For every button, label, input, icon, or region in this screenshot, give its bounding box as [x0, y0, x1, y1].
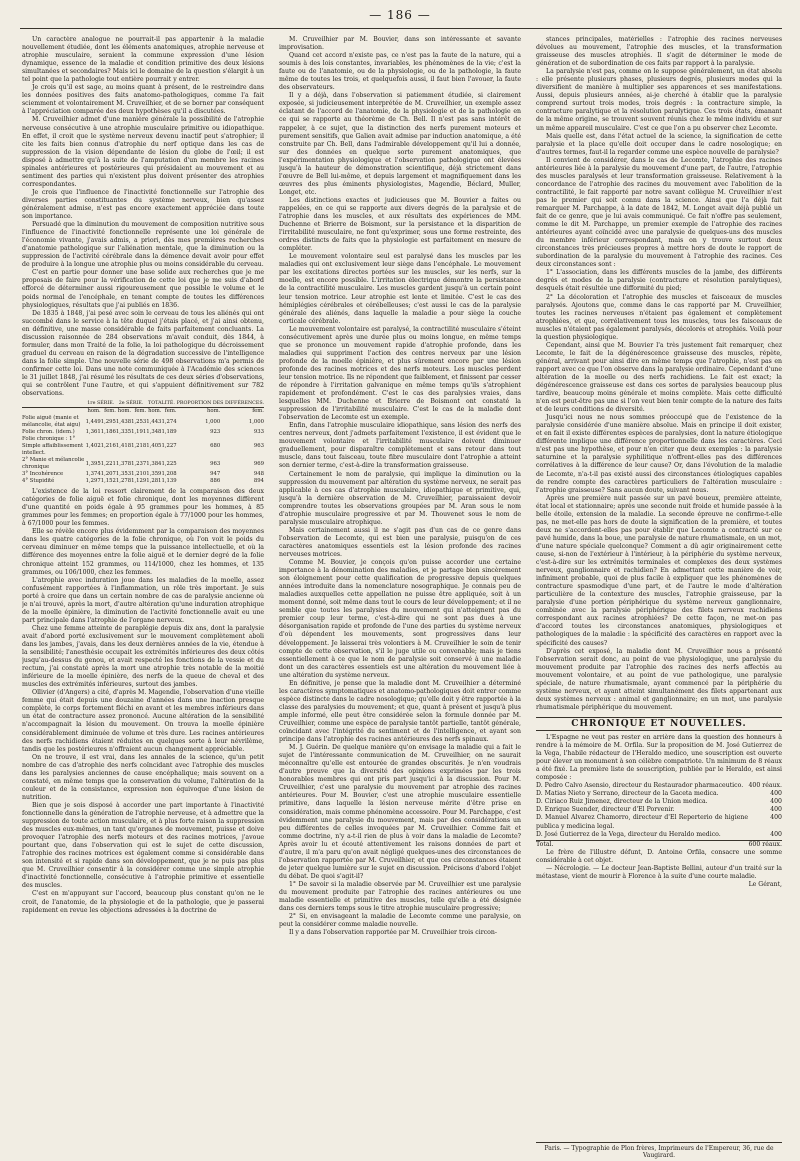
subscriber-amount: 400: [770, 790, 782, 798]
table-cell: 923: [210, 429, 221, 436]
table-cell: 1,218: [131, 443, 147, 450]
paragraph: Je crois qu'il est sage, au moins quant à présent, de le restreindre dans les données positives des faits anatomo-pathologiques, comme l'a fait sciemment et volontairement M. Cruveilhier, et de se borner par conséquent à l'appréciation comparée des deux hypothèses qu'il a discutées.: [22, 84, 264, 116]
table-row: [22, 415, 264, 429]
paragraph: M. Cruveilhier admet d'une manière générale la possibilité de l'atrophie nerveuse consécutive à une atrophie musculaire primitive ou idiopathique. En effet, il croit que le système nerveux devenu inactif peut s'atrophier; il cite les faits bien connus d'atrophie du nerf optique dans les cas de suppression de la vision dépendante de lésion du globe de l'œil; il est disposé à admettre qu'à la suite de l'amputation d'un membre les racines spinales antérieures et postérieures qui présidaient au mouvement et au sentiment des parties qui n'existent plus doivent présenter des atrophies correspondantes.: [22, 116, 264, 188]
table-group-header: 2e SÉRIE.: [116, 400, 146, 408]
paragraph: En définitive, je pense que la maladie dont M. Cruveilhier a déterminé les caractères symptomatiques et anatomo-pathologiques doit entrer comme espèce distincte dans le cadre nosologique; qu'elle doit y être rapportée à la classe des paralysies du mouvement; et que, quant à présent et jusqu'à plus ample informé, elle peut être considérée selon la formule donnée par M. Cruveilhier, comme une espèce de paralysie tantôt partielle, tantôt générale, coïncidant avec l'intégrité du sentiment et de l'intelligence, et ayant son principe dans l'atrophie des racines antérieures des nerfs spinaux.: [279, 679, 521, 744]
table-cell: 680: [210, 443, 221, 450]
paragraph: Enfin, dans l'atrophie musculaire idiopathique, sans lésion des nerfs des centres nerveux, dont j'admets parfaitement l'existence, il est évident que le mouvement volontaire et l'irritabilité musculaire doivent diminuer graduellement, pour disparaître complètement et sans retour dans tout muscle, dans tout faisceau, toute fibre musculaire dont l'atrophie a atteint son dernier terme, c'est-à-dire la transformation graisseuse.: [279, 422, 521, 470]
table-cell: 1,374: [85, 471, 101, 478]
table-cell: 969: [253, 460, 264, 467]
subscriber-row: [536, 814, 782, 830]
paragraph: Elle se révèle encore plus évidemment par la comparaison des moyennes dans les quatre catégories de la folie chronique, où l'on voit le poids du cerveau diminuer en même temps que la puissance intellectuelle, et où la différence des moyennes entre la folie aiguë et le dernier degré de la folie chronique atteint 152 grammes, ou 114/1000, chez les hommes, et 135 grammes, ou 106/1000, chez les femmes.: [22, 528, 264, 576]
table-cell: 1,152: [100, 478, 116, 485]
table-group-header: TOTALITÉ.: [148, 401, 175, 407]
table-unit: hom.: [206, 408, 221, 415]
subscriber-name: D. Enrique Suender, directeur d'El Porvenir.: [536, 806, 675, 814]
table-cell: 1,438: [115, 418, 132, 425]
row-label: Folie chronique : 1° Simple affaiblissement intellect.: [22, 436, 84, 457]
paragraph: Certainement le nom de paralysie, qui implique la diminution ou la suppression du mouvement par altération du système nerveux, ne serait pas applicable à ces cas d'atrophie musculaire, idiopathique et primitive, qui, jusqu'à la dernière observation de M. Cruveilhier, paraissaient devoir comprendre toutes les observations groupées par M. Aran sous le nom d'atrophie musculaire progressive et par M. Thouvenet sous le nom de paralysie musculaire atrophique.: [279, 470, 521, 526]
table-cell: 1,443: [146, 418, 162, 425]
paragraph: L'existence de la loi ressort clairement de la comparaison des deux catégories de folie aiguë et folie chronique, dont les moyennes diffèrent d'une quantité en poids égale à 95 grammes pour les hommes, à 85 grammes pour les femmes; en proportion égale à 77/1000 pour les hommes, à 67/1000 pour les femmes.: [22, 488, 264, 528]
paragraph: Un caractère analogue ne pourrait-il pas appartenir à la maladie nouvellement étudiée, dont les éléments anatomiques, atrophie nerveuse et atrophie musculaire, seraient la commune expression d'une lésion dynamique, essence de la maladie et condition primitive des deux lésions simultanées et secondaires? Mais ici le domaine de la question s'élargit à un tel point que la pathologie tout entière pourrait y entrer.: [22, 36, 264, 84]
paragraph: 2° Si, en envisageant la maladie de Lecomte comme une paralysie, on peut la considérer comme maladie nouvelle.: [279, 913, 521, 929]
subscriber-amount: 400: [770, 830, 782, 838]
table-row: [22, 436, 264, 457]
paragraph: Le mouvement volontaire est paralysé, la contractilité musculaire s'éteint consécutivement après une durée plus ou moins longue, en même temps que se prononce un mouvement rapide d'atrophie profonde, dans les maladies qui suppriment l'action des centres nerveux par une lésion profonde de la moelle épinière, et plus sûrement encore par une lésion profonde des racines motrices et des nerfs moteurs. Les muscles perdent leur tension motrice. Ils ne répondent que faiblement, et finissent par cesser de répondre à l'irritation galvanique en même temps qu'ils s'atrophient rapidement et profondément. C'est le cas des paralysies vraies, dans lesquelles MM. Duchenne et Brierre de Boismont ont constaté la suppression de l'irritabilité musculaire. C'est le cas de la maladie dont l'observation de Lecomte est un exemple.: [279, 325, 521, 422]
row-label: Folie chron. (idem.): [22, 429, 75, 436]
table-cell: 1,253: [131, 418, 147, 425]
table-row: [22, 429, 264, 436]
table-unit: hom.: [87, 408, 101, 415]
table-cell: 1,405: [146, 443, 162, 450]
table-cell: 1,129: [131, 478, 147, 485]
table-row: [22, 457, 264, 471]
table-group-header: 1re SÉRIE.: [87, 401, 115, 407]
table-cell: 886: [210, 478, 221, 485]
table-cell: 947: [210, 471, 221, 478]
brain-weight-table: [22, 400, 264, 485]
paragraph: M. Cruveilhier par M. Bouvier, dans son intéressante et savante improvisation.: [279, 36, 521, 52]
chronicle-note: — Nécrologie. — Le docteur Jean-Baptiste Bellini, auteur d'un traité sur la métastase, vient de mourir à Florence à la suite d'une courte maladie.: [536, 864, 782, 880]
paragraph: Chez une femme atteinte de paraplégie depuis dix ans, dont la paralysie avait d'abord porté exclusivement sur le mouvement complètement aboli dans les jambes, j'avais, dans les deux dernières années de la vie, étendue à la sensibilité; l'anesthésie occupait les extrémités inférieures des deux côtés jusqu'au-dessus du genou, et avait respecté les fonctions de la vessie et du rectum, j'ai constaté après la mort une atrophie très notable de la moitié inférieure de la moelle épinière, des nerfs de la queue de cheval et des muscles des extrémités inférieures, surtout des jambes.: [22, 624, 264, 689]
table-cell: 1,221: [100, 460, 116, 467]
column-right: [536, 36, 782, 1146]
paragraph: Quand cet accord n'existe pas, ce n'est pas la faute de la nature, qui a soumis à des lois constantes, invariables, les phénomènes de la vie; c'est la faute ou de l'anatomie, ou de la physiologie, ou de la pathologie, la faute même de toutes les trois, et quelquefois aussi, il faut bien l'avouer, la faute des observateurs.: [279, 52, 521, 92]
paragraph: M. J. Guérin. De quelque manière qu'on envisage la maladie qui a fait le sujet de l'intéressante communication de M. Cruveilhier, on ne saurait méconnaître qu'elle est entourée de grandes obscurités. Je n'en voudrais d'autre preuve que la diversité des opinions exprimées par les trois honorables membres qui ont pris part jusqu'ici à la discussion. Pour M. Cruveilhier, c'est une paralysie du mouvement par atrophie des racines antérieures. Pour M. Bouvier, c'est une atrophie musculaire essentielle primitive, dans laquelle la lésion nerveuse mérite d'être prise en considération, mais comme phénomène accessoire. Pour M. Parchappe, c'est évidemment une paralysie du mouvement, mais par des considérations un peu différentes de celles invoquées par M. Cruveilhier. Comme fait et comme doctrine, n'y a-t-il rien de plus à voir dans la maladie de Lecomte? Après avoir lu et écouté attentivement les raisons données de part et d'autre, il m'a paru qu'on avait négligé quelques-unes des circonstances de l'observation rapportée par M. Cruveilhier, et que ces circonstances étaient de jeter quelque lumière sur le sujet en discussion. Précisons d'abord l'objet du débat. De quoi s'agit-il?: [279, 744, 521, 880]
subscription-list: [536, 782, 782, 838]
table-unit: fem.: [164, 408, 177, 415]
paragraph: C'est en partie pour donner une base solide aux recherches que je me proposais de faire pour la vérification de cette loi que je me suis d'abord efforcé de déterminer aussi rigoureusement que possible le volume et le poids normal de l'encéphale, en tenant compte de toutes les différences physiologiques, résultats que j'ai publiés en 1836.: [22, 269, 264, 309]
paragraph: Mais certainement aussi il ne s'agit pas d'un cas de ce genre dans l'observation de Lecomte, qui est bien une paralysie, puisqu'on de ces caractères anatomiques essentiels est la lésion profonde des racines nerveuses motrices.: [279, 526, 521, 558]
subscriber-row: [536, 790, 782, 798]
header-rule: [20, 28, 782, 29]
table-unit: hom.: [148, 408, 162, 415]
table-cell: 1,348: [146, 429, 162, 436]
paragraph: Ollivier (d'Angers) a cité, d'après M. Magendie, l'observation d'une vieille femme qui était depuis une douzaine d'années dans une inaction presque complète, le corps fortement fléchi en avant et les membres inférieurs dans un état de contracture assez prononcé. Aucune altération de la sensibilité n'accompagnait la lésion du mouvement. On trouva la moelle épinière considérablement diminuée de volume et très dure. Les racines antérieures des nerfs rachidiens étaient réduites en quelques sorte à leur névrilème, tandis que les postérieures n'offraient aucun changement appréciable.: [22, 689, 264, 753]
subscriber-name: D. Pedro Calvo Asensio, directeur du Restaurador pharmaceutico.: [536, 782, 744, 790]
table-cell: 1,295: [100, 418, 116, 425]
row-label: 4° Stupidité: [22, 478, 55, 485]
table-cell: 1,225: [161, 460, 177, 467]
table-group-header: PROPORTION DES DIFFÉRENCES.: [176, 401, 264, 407]
paragraph: Mais quelle est, dans l'état actuel de la science, la signification de cette paralysie et la place qu'elle doit occuper dans le cadre nosologique; en d'autres termes, faut-il la regarder comme une espèce nouvelle de paralysie?: [536, 132, 782, 156]
table-cell: 1,189: [161, 429, 177, 436]
subscriber-name: D. Ciriaco Ruiz Jimenez, directeur de la Union medica.: [536, 798, 708, 806]
paragraph: Il convient de considérer, dans le cas de Lecomte, l'atrophie des racines antérieures liée à la paralysie du mouvement d'une part, de l'autre, l'atrophie des muscles paralysés et leur transformation graisseuse. Relativement à la concordance de l'atrophie des racines du mouvement avec l'abolition de la contractilité, le fait rapporté par notre savant collègue M. Cruveilhier n'est pas le premier qui soit connu dans la science. Ainsi que l'a déjà fait remarquer M. Parchappe, à la date de 1842, M. Longet avait déjà publié un fait de ce genre, que je lui avais communiqué. Ce fait n'offre pas seulement, comme le dit M. Parchappe, un premier exemple de l'atrophie des racines antérieures ayant coïncidé avec une paralysie de quelques-uns des muscles du membre inférieur correspondant, mais on y trouve surtout deux circonstances très précieuses propres à mettre hors de doute le rapport de subordination de la paralysie du mouvement à l'atrophie des racines. Ces deux circonstances sont :: [536, 156, 782, 269]
table-cell: 1,449: [85, 418, 101, 425]
paragraph: La paralysie n'est pas, comme on le suppose généralement, un état absolu : elle présente plusieurs phases, plusieurs degrés, plusieurs modes qui la diversifient de manière à multiplier ses apparences et ses manifestations. Aussi, depuis plusieurs années, ai-je cherché à établir que la paralysie comprend surtout trois modes, trois degrés : la contracture simple, la contracture paralytique et la résolution paralytique. Ces trois états, émanant de la même origine, se trouvent souvent réunis chez le même individu et sur un même appareil musculaire. C'est ce que l'on a pu observer chez Lecomte.: [536, 68, 782, 132]
row-label: Folie aiguë (manie et mélancolie, état aigu): [22, 415, 81, 429]
subscriber-row: [536, 782, 782, 790]
paragraph: Les distinctions exactes et judicieuses que M. Bouvier a faites ou rappelées, en ce qui se rapporte aux divers degrés de la paralysie et de l'atrophie dans les muscles, et aux résultats des expériences de MM. Duchenne et Brierre de Boismont, sur la persistance et la disparition de l'irritabilité musculaire, ne font qu'exprimer, sous une forme restreinte, des ordres distincts de faits que la physiologie est parfaitement en mesure de compléter.: [279, 196, 521, 253]
table-cell: 1,207: [100, 471, 116, 478]
paragraph: De 1835 à 1848, j'ai pesé avec soin le cerveau de tous les aliénés qui ont succombé dans le service à la tête duquel j'étais placé, et j'ai ainsi obtenu, en définitive, une masse considérable de faits parfaitement concluants. La discussion raisonnée de 284 observations m'avait conduit, dès 1844, à formuler, dans mon Traité de la folie, la loi pathologique du décroissement graduel du cerveau en raison de la dégradation successive de l'intelligence dans la folie simple. Une nouvelle série de 498 observations m'a permis de confirmer cette loi. Dans une note communiquée à l'Académie des sciences le 31 juillet 1848, j'ai résumé les résultats de ces deux séries d'observations, qui se contrôlent l'une l'autre, et qui s'appuient définitivement sur 782 observations.: [22, 309, 264, 398]
paragraph: Jusqu'ici nous ne nous sommes préoccupé que de l'existence de la paralysie considérée d'une manière absolue. Mais en principe il doit exister, et en fait il existe différentes espèces de paralysies, dont la nature étiologique différente implique une différence proportionnelle dans les caractères. Ceci n'est pas une hypothèse, et pour n'en citer que deux exemples : la paralysie saturnine et la paralysie syphilitique n'offrent-elles pas des différences corrélatives à la différence de leur cause? Or, dans l'évolution de la maladie de Lecomte, n'a-t-il pas existé aussi des circonstances étiologiques capables de rendre compte des caractères particuliers de l'altération musculaire : l'atrophie graisseuse? Sans aucun doute, suivant nous.: [536, 414, 782, 494]
paragraph: Je crois que l'influence de l'inactivité fonctionnelle sur l'atrophie des diverses parties constituantes du système nerveux, bien qu'assez généralement admise, n'est pas encore exactement appréciée dans toute son importance.: [22, 188, 264, 221]
table-cell: 1,361: [85, 429, 101, 436]
table-cell: 1,237: [131, 460, 147, 467]
paragraph: 1° De savoir si la maladie observée par M. Cruveilhier est une paralysie du mouvement produite par l'atrophie des racines antérieures ou une maladie essentielle et primitive des muscles, telle qu'elle a été désignée dans ces derniers temps sous le titre atrophie musculaire progressive;: [279, 880, 521, 913]
subscriber-amount: 400: [770, 798, 782, 806]
subscriber-amount: 400: [770, 806, 782, 814]
page-number: — 186 —: [369, 8, 431, 22]
paragraph: 2° La décoloration et l'atrophie des muscles et faisceaux de muscles paralysés. Ajoutons que, comme dans le cas rapporté par M. Cruveilhier, toutes les racines nerveuses n'étaient pas également et complètement atrophiées, et que, corrélativement tous les muscles, tous les faisceaux de muscles n'étaient pas également paralysés, décolorés et atrophiés. Voilà pour la question physiologique.: [536, 293, 782, 341]
table-cell: 1,359: [146, 471, 162, 478]
table-unit: fem.: [252, 408, 264, 415]
table-cell: 1,378: [115, 460, 132, 467]
table-cell: 1,210: [131, 471, 147, 478]
table-cell: 1,395: [85, 460, 101, 467]
chronicle-note: Le frère de l'illustre défunt, D. Antoine Orfila, consacre une somme considérable à cet objet.: [536, 848, 782, 864]
column-middle: [279, 36, 521, 1146]
paragraph: On ne trouve, il est vrai, dans les annales de la science, qu'un petit nombre de cas d'atrophie des nerfs coïncidant avec l'atrophie des muscles dans les paralysies anciennes de cause encéphalique; mais souvent on a constaté, en même temps que la conservation du volume, l'altération de la couleur et de la consistance, expression non équivoque d'une lésion de nutrition.: [22, 753, 264, 801]
row-label: 3° Incohérence: [22, 471, 64, 478]
table-cell: 1,191: [131, 429, 147, 436]
subscriber-row: [536, 798, 782, 806]
printer-imprint: Paris. — Typographie de Plon frères, Imprimeurs de l'Empereur, 36, rue de Vaugirard.: [536, 1142, 782, 1159]
paragraph: L'atrophie avec induration joue dans les maladies de la moelle, assez confusément rapportées à l'inflammation, un rôle très important. Je suis porté à croire que dans un certain nombre de cas de paralysie ancienne où je n'ai trouvé, après la mort, d'autre altération qu'une induration atrophique de la moelle épinière, la diminution de l'activité fonctionnelle avait eu une part principale dans l'atrophie de l'organe nerveux.: [22, 576, 264, 624]
table-cell: 1,384: [146, 460, 162, 467]
paragraph: Il y a dans l'observation rapportée par M. Cruveilhier trois circon-: [289, 929, 497, 937]
table-cell: 1,353: [115, 471, 132, 478]
table-cell: 1,278: [115, 478, 132, 485]
table-unit: fem.: [134, 408, 147, 415]
gerant-signature: Le Gérant,: [748, 880, 782, 888]
row-label: 2° Manie et mélancolie chronique: [22, 457, 85, 471]
table-row: [22, 471, 264, 478]
table-cell: 1,335: [115, 429, 132, 436]
paragraph: Il y a déjà, dans l'observation si patiemment étudiée, si clairement exposée, si judicieusement interprétée de M. Cruveilhier, un exemple assez éclatant de l'accord de l'anatomie, de la physiologie et de la pathologie en ce qui se rapporte au théorème de Ch. Bell. Il n'est pas sans intérêt de rappeler, à ce sujet, que la distinction des nerfs purement moteurs et purement sensitifs, que Galien avait admise par induction anatomique, a été construite par Ch. Bell, dans l'admirable développement qu'il lui a donnée, sur des données en quelque sorte purement anatomiques, que l'expérimentation physiologique et l'observation pathologique ont élevées jusqu'à la hauteur de démonstration scientifique, déjà strictement dans l'œuvre de Bell lui-même, et depuis largement et magnifiquement dans les œuvres des plus éminents physiologistes, Magendie, Béclard, Muller, Longet, etc.: [279, 92, 521, 196]
table-cell: 963: [210, 460, 221, 467]
table-cell: 1,208: [161, 471, 177, 478]
paragraph: C'est en m'appuyant sur l'accord, beaucoup plus constant qu'on ne le croit, de l'anatomie, de la physiologie et de la pathologie, que je passerai rapidement en revue les objections adressées à la doctrine de: [22, 890, 264, 914]
paragraph: Après une première nuit passée sur un pavé boueux, première atteinte, état local et stationnaire; après une seconde nuit froide et humide passée à la belle étoile, extension de la maladie. La seconde épreuve ne confirme-t-elle pas, ne met-elle pas hors de doute la signification de la première, et toutes deux ne s'accordent-elles pas pour établir que Lecomte a contracté sur ce pavé humide, dans la boue, une paralysie de nature rhumatismale, en un mot, d'une nature spéciale quelconque? Comment a dû agir originairement cette cause, si-non de l'extérieur à l'intérieur, à la périphérie du système nerveux, c'est-à-dire sur les extrémités terminales et complexes des deux systèmes nerveux, ganglionnaire et rachidien? En admettant cette manière de voir, infiniment probable, quoi de plus facile à expliquer que les phénomènes de contracture spasmodique d'une part, et de l'autre le mode d'altération particulière de la contexture des muscles, l'atrophie graisseuse, par la paralysie d'une portion périphérique du système nerveux ganglionnaire, combinée avec la paralysie périphérique des filets nerveux rachidiens correspondant aux racines atrophiées? De cette façon, ne met-on pas d'accord toutes les circonstances anatomiques, physiologiques et pathologiques de la maladie : la spécificité des caractères en rapport avec la spécificité des causes?: [536, 494, 782, 647]
paragraph: Bien que je sois disposé à accorder une part importante à l'inactivité fonctionnelle dans la génération de l'atrophie nerveuse, et à admettre que la suppression de toute action musculaire, et à plus forte raison la suppression des muscles eux-mêmes, un tant qu'organes de mouvement, puisse et doive provoquer l'atrophie des nerfs moteurs et des racines motrices, j'avoue pourtant que, dans l'observation qui est le sujet de cette discussion, l'atrophie des racines motrices est également comme si considérable dans son intensité et si rapide dans son développement, que je ne puis pas plus que M. Cruveilhier consentir à la considérer comme une simple atrophie d'inactivité fonctionnelle, consécutive à l'atrophie primitive et essentielle des muscles.: [22, 801, 264, 890]
total-label: Total.: [536, 840, 554, 848]
subscriber-row: [536, 806, 782, 814]
table-cell: 1,402: [85, 443, 101, 450]
subscriber-name: D. Matias Nieto y Serrano, directeur de la Gaceta medica.: [536, 790, 719, 798]
paragraph: 1° L'association, dans les différents muscles de la jambe, des différents degrés et modes de la paralysie (contracture et résolution paralytiques), desquels était résultée une difformité du pied;: [536, 269, 782, 293]
table-cell: 1,418: [115, 443, 132, 450]
subscription-total: [536, 840, 782, 849]
chronicle-heading: CHRONIQUE ET NOUVELLES.: [536, 717, 782, 731]
table-cell: 933: [253, 429, 264, 436]
subscriber-amount: 400: [770, 814, 782, 822]
table-cell: 1,000: [205, 418, 221, 425]
table-cell: 1,281: [146, 478, 162, 485]
table-unit: hom.: [117, 408, 132, 415]
paragraph: Comme M. Bouvier, je conçois qu'on puisse accorder une certaine importance à la dénomination des maladies, et je partage bien sincèrement son éloignement pour cette qualification de progressive depuis quelques années introduite dans la nomenclature nosographique. Je connais peu de maladies auxquelles cette appellation ne puisse être appliquée, soit à un moment donné, soit même dans tout le cours de leur développement; et il ne semble que toutes les paralysies du mouvement qui n'atteignent pas du premier coup leur terme, c'est-à-dire qui ne sont pas dues à une désorganisation rapide et profonde de l'une des parties du système nerveux d'où dépendent les mouvements, sont progressives dans leur développement. Je laisserai très volontiers à M. Cruveilhier le soin de tenir compte de cette observation, s'il le juge utile ou convenable; mais je tiens essentiellement à ce que le nom de paralysie soit conservé à une maladie dont un des caractères essentiels est une altération du mouvement liée à une altération du système nerveux.: [279, 559, 521, 679]
subscriber-amount: 400 réaux.: [748, 782, 782, 790]
table-cell: 1,274: [161, 418, 177, 425]
paragraph: Cependant, ainsi que M. Bouvier l'a très justement fait remarquer, chez Lecomte, le fait de la dégénérescence graisseuse des muscles, répète, général, arrivant pour ainsi dire en même temps que l'atrophie, n'est pas en rapport avec ce que l'on observe dans la paralysie ordinaire. Cependant d'une altération de la moelle ou des nerfs rachidiens. Le fait est exact; la dégénérescence graisseuse est dans ces sortes de paralysies beaucoup plus tardive, beaucoup moins générale et moins complète. Mais cette difficulté n'en est peut-être pas une si l'on veut bien tenir compte de la nature des faits et de leurs conditions de diversité.: [536, 341, 782, 414]
subscriber-name: D. José Gutierrez de la Vega, directeur du Heraldo medico.: [536, 830, 721, 838]
paragraph: stances principales, matérielles : l'atrophie des racines nerveuses dévolues au mouvement, l'atrophie des muscles, et la transformation graisseuse des muscles atrophiés. Il s'agit de déterminer le mode de génération et de subordination de ces faits par rapport à la paralysie.: [536, 36, 782, 68]
total-value: 600 réaux.: [748, 840, 782, 848]
paragraph: Persuadé que la diminution du mouvement de composition nutritive sous l'influence de l'inactivité fonctionnelle représente une loi générale de l'économie vivante, j'avais admis, a priori, dès mes premières recherches d'anatomie pathologique sur l'aliénation mentale, que la diminution ou la suppression de l'activité cérébrale dans la démence devait avoir pour effet de produire à la longue une atrophie plus ou moins considérable du cerveau.: [22, 221, 264, 269]
subscriber-name: D. Manuel Alvarez Chamorro, directeur d'El Reperterio de higiene publica y medicina legal.: [536, 814, 748, 830]
table-cell: 1,139: [161, 478, 177, 485]
table-row: [22, 478, 264, 485]
table-unit: fem.: [104, 408, 116, 415]
table-cell: 948: [253, 471, 264, 478]
column-left: [22, 36, 264, 1146]
table-cell: 1,000: [248, 418, 264, 425]
table-cell: 894: [253, 478, 264, 485]
subscriber-row: [536, 831, 782, 839]
paragraph: D'après cet exposé, la maladie dont M. Cruveilhier nous a présenté l'observation serait donc, au point de vue physiologique, une paralysie du mouvement produite par l'atrophie des racines des nerfs affectés au mouvement volontaire, et au point de vue pathologique, une paralysie spéciale, de nature rhumatismale, ayant commencé par la périphérie du système nerveux, et ayant atteint simultanément des filets appartenant aux deux systèmes nerveux : animal et ganglionnaire; en un mot, une paralysie rhumatismale périphérique du mouvement.: [536, 647, 782, 711]
table-cell: 1,186: [100, 429, 116, 436]
table-cell: 963: [253, 443, 264, 450]
paragraph: Le mouvement volontaire seul est paralysé dans les muscles par les maladies qui ont exclusivement leur siège dans l'encéphale. Le mouvement par les excitations directes portées sur les muscles, sur les nerfs, sur la moelle, est encore possible. L'irritation électrique démontre la persistance de la contractilité musculaire. Les muscles gardent jusqu'à un certain point leur tension motrice. Leur atrophie est lente et limitée. C'est le cas des hémiplégies cérébrales et cérébelleuses; c'est aussi le cas de la paralysie générale des aliénés, dans laquelle la maladie a pour siège la couche corticale cérébrale.: [279, 253, 521, 325]
chronicle-intro: L'Espagne ne veut pas rester en arrière dans la question des honneurs à rendre à la mémoire de M. Orfila. Sur la proposition de M. José Gutierrez de la Vega, l'habile rédacteur de l'Heraldo medico, une souscription est ouverte pour élever un monument à son célèbre compatriote. Un minimum de 8 réaux a été fixé. La première liste de souscription, publiée par le Heraldo, est ainsi composée :: [536, 733, 782, 782]
table-cell: 1,227: [161, 443, 177, 450]
table-cell: 1,216: [100, 443, 116, 450]
table-cell: 1,297: [85, 478, 101, 485]
